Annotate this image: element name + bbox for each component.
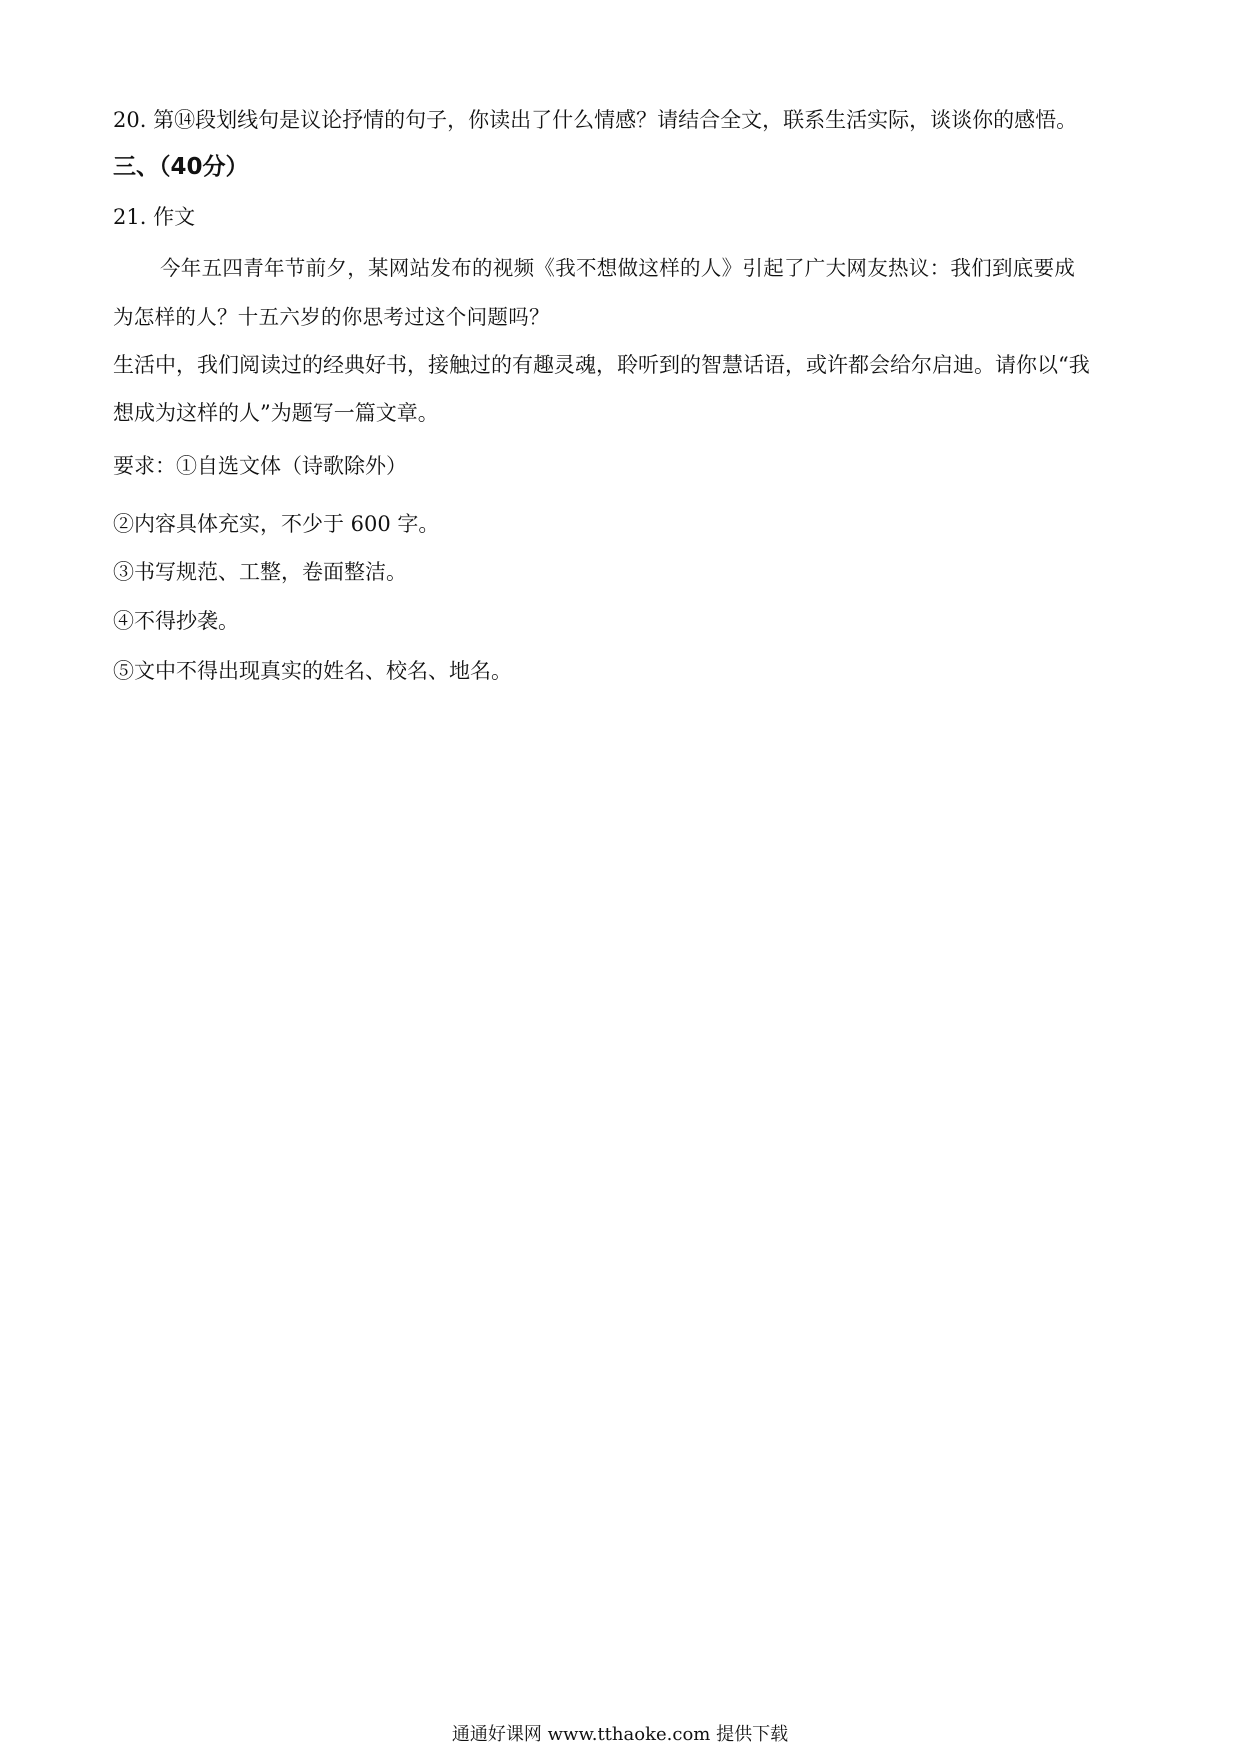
essay-prompt-line-4: 想成为这样的人”为题写一篇文章。 [113,401,439,425]
essay-prompt-line-2: 为怎样的人？十五六岁的你思考过这个问题吗？ [113,305,550,329]
requirement-2: ②内容具体充实，不少于 600 字。 [113,512,440,536]
requirement-5: ⑤文中不得出现真实的姓名、校名、地名。 [113,659,512,683]
section-heading: 三、（40分） [113,154,249,180]
question-20: 20. 第⑭段划线句是议论抒情的句子，你读出了什么情感？请结合全文，联系生活实际，谈谈你的感悟。 [113,108,1078,132]
question-21: 21. 作文 [113,205,196,229]
footer-source: 通通好课网 www.tthaoke.com 提供下载 [451,1724,789,1745]
requirement-4: ④不得抄袭。 [113,609,239,633]
requirement-3: ③书写规范、工整，卷面整洁。 [113,560,407,584]
essay-prompt-line-3: 生活中，我们阅读过的经典好书，接触过的有趣灵魂，聆听到的智慧话语，或许都会给尔启迪。请你以“我 [113,353,1090,377]
essay-prompt-line-1: 今年五四青年节前夕，某网站发布的视频《我不想做这样的人》引起了广大网友热议：我们到底要成 [160,256,1076,280]
requirement-1: 要求：①自选文体（诗歌除外） [113,454,407,478]
